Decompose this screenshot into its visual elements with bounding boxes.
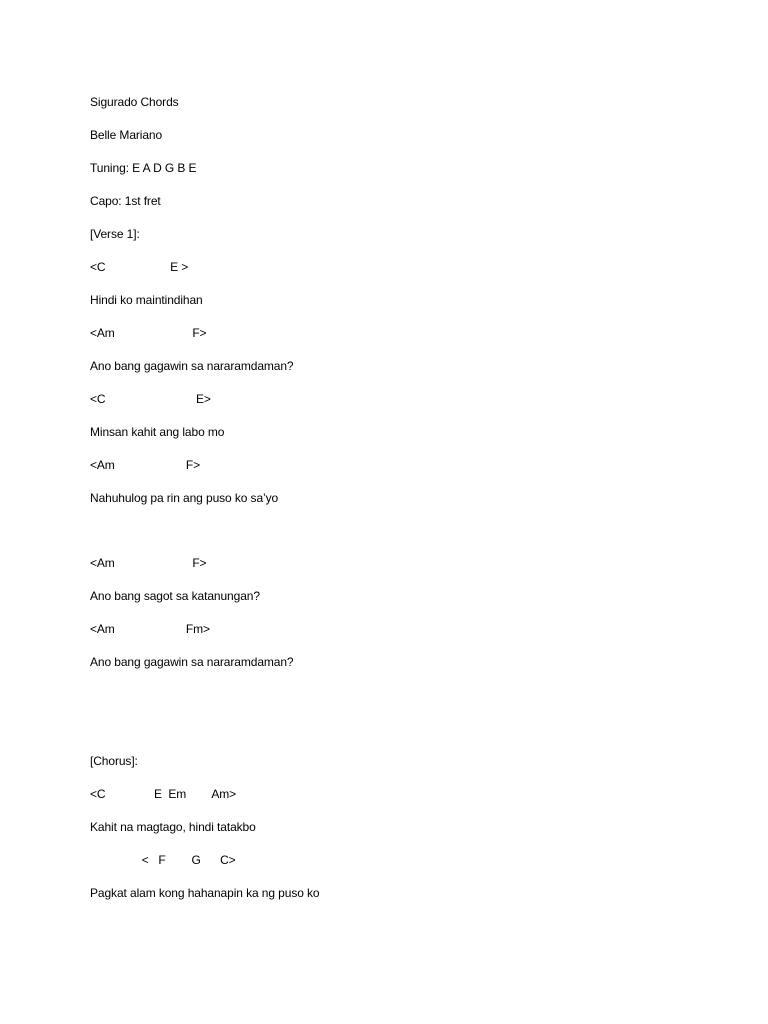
artist-name: Belle Mariano xyxy=(90,128,163,142)
lyric-line: Nahuhulog pa rin ang puso ko sa’yo xyxy=(90,491,279,505)
lyric-line: Minsan kahit ang labo mo xyxy=(90,425,225,439)
chord-line: <C E > xyxy=(90,260,189,274)
capo-line: Capo: 1st fret xyxy=(90,194,161,208)
chorus-label: [Chorus]: xyxy=(90,754,138,768)
chord-line: <Am F> xyxy=(90,458,200,472)
chord-line: <Am F> xyxy=(90,326,207,340)
lyric-line: Ano bang sagot sa katanungan? xyxy=(90,589,260,603)
verse1-label: [Verse 1]: xyxy=(90,227,140,241)
chord-line: <C E> xyxy=(90,392,211,406)
tuning-line: Tuning: E A D G B E xyxy=(90,161,197,175)
chord-line: <C E Em Am> xyxy=(90,787,237,801)
chord-line: < F G C> xyxy=(90,853,236,867)
lyric-line: Pagkat alam kong hahanapin ka ng puso ko xyxy=(90,886,320,900)
song-title: Sigurado Chords xyxy=(90,95,179,109)
lyric-line: Hindi ko maintindihan xyxy=(90,293,203,307)
chord-line: <Am Fm> xyxy=(90,622,210,636)
chord-line: <Am F> xyxy=(90,556,207,570)
lyric-line: Ano bang gagawin sa nararamdaman? xyxy=(90,655,294,669)
lyric-line: Kahit na magtago, hindi tatakbo xyxy=(90,820,256,834)
lyric-line: Ano bang gagawin sa nararamdaman? xyxy=(90,359,294,373)
